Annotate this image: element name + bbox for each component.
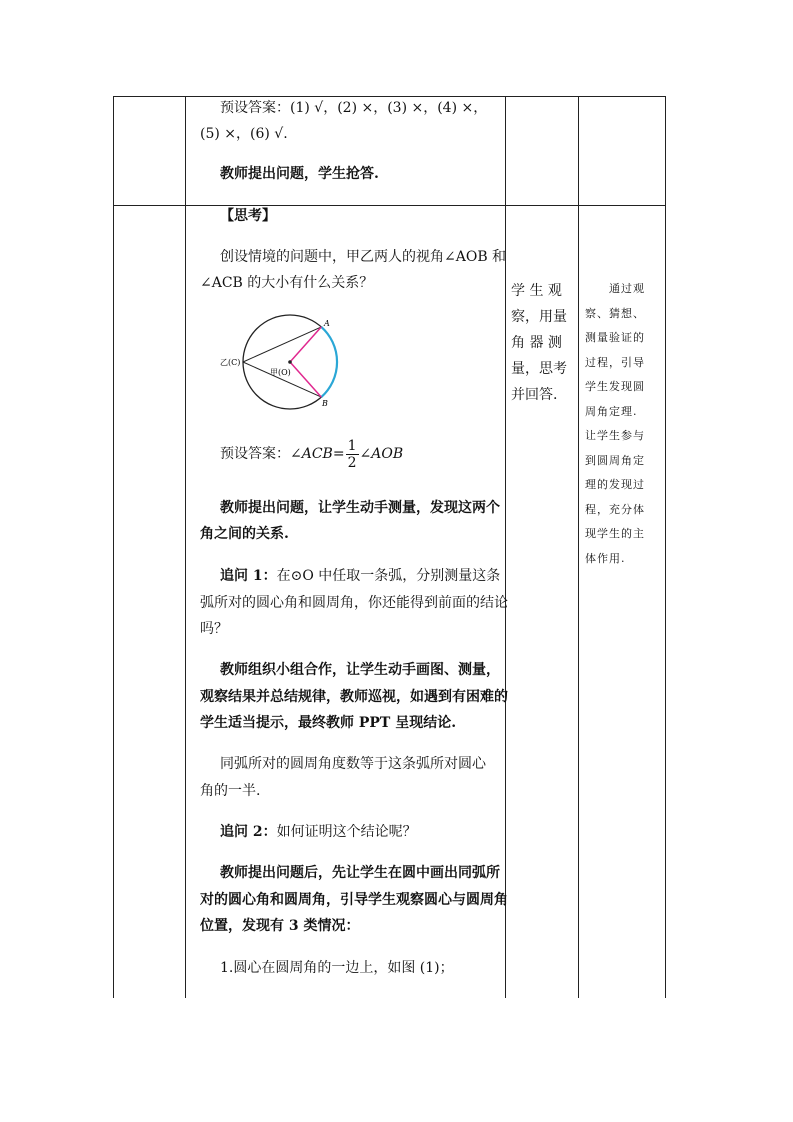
proof-line-2: 对的圆心角和圆周角，引导学生观察圆心与圆周角 <box>200 892 508 908</box>
think-label: 【思考】 <box>220 208 276 224</box>
preset-answer <box>220 436 403 472</box>
radius-oa <box>290 327 321 362</box>
design-line: 现学生的主 <box>585 527 645 540</box>
teacher-note-1: 教师提出问题，学生抢答. <box>220 166 379 182</box>
design-line: 察、猜想、 <box>585 306 645 320</box>
group-line-3: 学生适当提示，最终教师 PPT 呈现结论. <box>200 715 457 731</box>
teacher-measure-line-2: 角之间的关系. <box>200 526 289 542</box>
fraction-numerator: 1 <box>347 437 357 454</box>
group-line-1: 教师组织小组合作，让学生动手画图、测量， <box>220 662 500 678</box>
answer-line-2: (5) ×，(6) √. <box>200 126 288 142</box>
center-point <box>288 360 292 364</box>
question-line-1: 创设情境的问题中，甲乙两人的视角∠AOB 和 <box>220 249 507 265</box>
design-line: 让学生参与 <box>585 429 645 442</box>
design-line: 体作用. <box>585 551 626 565</box>
column-divider-2 <box>505 97 506 998</box>
row-divider <box>114 205 666 206</box>
design-line: 学生发现圆 <box>585 380 645 393</box>
half-fraction <box>346 438 359 471</box>
student-line: 并回答. <box>511 387 558 403</box>
label-o: 甲(O) <box>270 368 291 377</box>
column-divider-4 <box>665 97 666 998</box>
followup-2-label: 追问 2： <box>220 824 277 840</box>
answer-lhs: ∠ACB= <box>290 446 345 462</box>
column-divider-1 <box>185 97 186 998</box>
conclusion-line-1: 同弧所对的圆周角度数等于这条弧所对圆心 <box>220 756 486 772</box>
circle-figure <box>218 312 344 412</box>
label-a: A <box>324 319 330 328</box>
proof-line-3: 位置，发现有 3 类情况： <box>200 918 360 934</box>
followup-1-line-3: 吗？ <box>200 621 228 637</box>
design-line: 测量验证的 <box>585 331 645 344</box>
chord-ca <box>243 327 321 362</box>
followup-1-line-1 <box>220 563 500 589</box>
label-c: 乙(C) <box>220 358 241 367</box>
answer-prefix: 预设答案： <box>220 446 290 462</box>
student-line: 角 器 测 <box>511 335 562 351</box>
column-divider-3 <box>578 97 579 998</box>
case-1: 1.圆心在圆周角的一边上，如图 (1)； <box>220 960 454 976</box>
design-line: 理的发现过 <box>585 478 645 491</box>
followup-2 <box>220 819 417 845</box>
proof-line-1: 教师提出问题后，先让学生在圆中画出同弧所 <box>220 865 500 881</box>
design-line: 到圆周角定 <box>585 453 645 467</box>
followup-1-line-2: 弧所对的圆心角和圆周角，你还能得到前面的结论 <box>200 595 508 611</box>
student-activity <box>511 278 575 408</box>
followup-1-label: 追问 1： <box>220 568 277 584</box>
design-line: 程，充分体 <box>585 502 645 516</box>
label-b: B <box>322 399 328 408</box>
design-line: 过程，引导 <box>585 355 645 369</box>
arc-ab <box>321 327 337 397</box>
followup-2-text: 如何证明这个结论呢？ <box>276 824 417 840</box>
answer-line-1: 预设答案：(1) √，(2) ×，(3) ×，(4) ×， <box>220 100 488 116</box>
followup-1-text: 在⊙O 中任取一条弧，分别测量这条 <box>276 568 501 584</box>
design-line: 周角定理. <box>585 404 638 418</box>
conclusion-line-2: 角的一半. <box>200 783 261 799</box>
group-line-2: 观察结果并总结规律，教师巡视，如遇到有困难的 <box>200 689 508 705</box>
answer-rhs: ∠AOB <box>359 446 404 462</box>
student-line: 学 生 观 <box>511 283 562 299</box>
teacher-measure-line-1: 教师提出问题，让学生动手测量，发现这两个 <box>220 500 500 516</box>
radius-ob <box>290 362 321 397</box>
student-line: 量，思考 <box>511 361 567 377</box>
fraction-denominator: 2 <box>347 454 357 471</box>
design-line: 通过观 <box>609 282 645 295</box>
design-intent <box>585 277 665 571</box>
student-line: 察，用量 <box>511 309 567 325</box>
question-line-2: ∠ACB 的大小有什么关系？ <box>200 275 374 291</box>
